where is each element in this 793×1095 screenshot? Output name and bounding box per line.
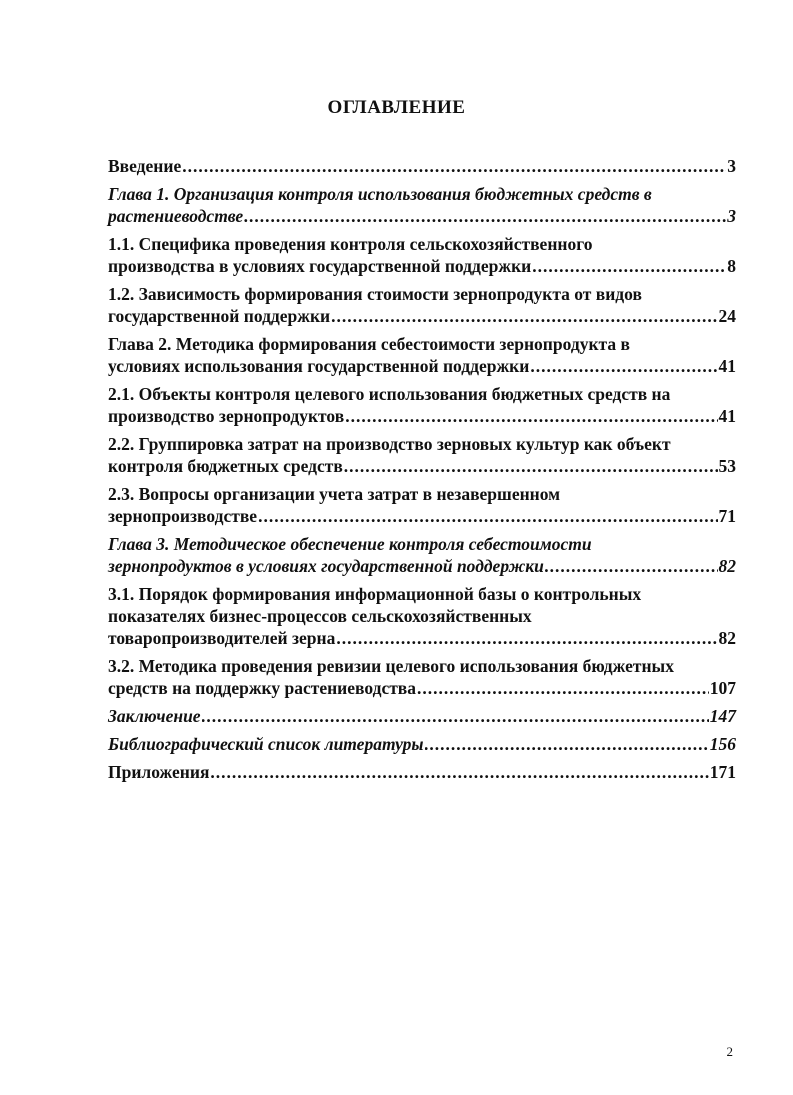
toc-entry-title-line: Глава 3. Методическое обеспечение контроля себестоимости xyxy=(108,534,592,554)
toc-entry-last-line xyxy=(108,155,736,177)
page-number: 2 xyxy=(726,1044,733,1059)
toc-entry-title-line: 3.1. Порядок формирования информационной базы о контрольных xyxy=(108,584,642,604)
toc-entry-page-number: 82 xyxy=(718,556,736,576)
toc-entry[interactable] xyxy=(108,705,736,727)
toc-entry-page-number: 156 xyxy=(709,734,736,754)
toc-entry-last-line xyxy=(108,627,736,649)
toc-entry-title-line: Введение xyxy=(108,156,182,176)
toc-entry-title-line: Библиографический список литературы xyxy=(108,734,424,754)
toc-entry-last-line xyxy=(108,555,736,577)
dot-leader xyxy=(425,733,709,755)
toc-entry[interactable] xyxy=(108,483,736,527)
toc-entry[interactable] xyxy=(108,733,736,755)
toc-entry-title-line: Приложения xyxy=(108,762,210,782)
dot-leader xyxy=(345,405,717,427)
dot-leader xyxy=(545,555,718,577)
toc-entry-last-line xyxy=(108,405,736,427)
toc-entry-page-number: 147 xyxy=(709,706,736,726)
toc-entry[interactable] xyxy=(108,433,736,477)
toc-entry-title-line: товаропроизводителей зерна xyxy=(108,628,336,648)
toc-entry-last-line xyxy=(108,455,736,477)
dot-leader xyxy=(532,255,726,277)
toc-entry-page-number: 107 xyxy=(709,678,736,698)
toc-entry[interactable] xyxy=(108,761,736,783)
toc-entry-page-number: 3 xyxy=(727,156,736,176)
toc-entry-page-number: 41 xyxy=(718,356,736,376)
toc-entry-title-line: 1.2. Зависимость формирования стоимости зернопродукта от видов xyxy=(108,284,642,304)
dot-leader xyxy=(210,761,708,783)
toc-entry-last-line xyxy=(108,761,736,783)
toc-entry-title-line: Глава 1. Организация контроля использования бюджетных средств в xyxy=(108,184,652,204)
toc-entry-title-line: средств на поддержку растениеводства xyxy=(108,678,417,698)
toc-entry-title-line: условиях использования государственной поддержки xyxy=(108,356,530,376)
toc-entry-page-number: 82 xyxy=(718,628,736,648)
toc-entry-title-line: растениеводстве xyxy=(108,206,244,226)
toc-entry[interactable] xyxy=(108,533,736,577)
toc-entry[interactable] xyxy=(108,333,736,377)
toc-entry[interactable] xyxy=(108,583,736,649)
toc-entry-last-line xyxy=(108,305,736,327)
toc-entry[interactable] xyxy=(108,383,736,427)
dot-leader xyxy=(417,677,709,699)
dot-leader xyxy=(331,305,717,327)
dot-leader xyxy=(182,155,726,177)
dot-leader xyxy=(202,705,709,727)
toc-entry-title-line: Глава 2. Методика формирования себестоимости зернопродукта в xyxy=(108,334,630,354)
toc-entry-last-line xyxy=(108,355,736,377)
toc-entry-last-line xyxy=(108,505,736,527)
toc-entry-page-number: 24 xyxy=(718,306,736,326)
toc-entry-page-number: 53 xyxy=(718,456,736,476)
toc-entry-title-line: показателях бизнес-процессов сельскохозяйственных xyxy=(108,606,532,626)
toc-entry-page-number: 41 xyxy=(718,406,736,426)
dot-leader xyxy=(336,627,717,649)
toc-entry-title-line: Заключение xyxy=(108,706,201,726)
toc-entry-title-line: контроля бюджетных средств xyxy=(108,456,343,476)
toc-entry[interactable] xyxy=(108,155,736,177)
dot-leader xyxy=(530,355,717,377)
toc-entry-title-line: производства в условиях государственной поддержки xyxy=(108,256,532,276)
toc-entry-last-line xyxy=(108,677,736,699)
toc-entry-title-line: государственной поддержки xyxy=(108,306,331,326)
toc-entry[interactable] xyxy=(108,233,736,277)
toc-entry[interactable] xyxy=(108,183,736,227)
toc-entry[interactable] xyxy=(108,283,736,327)
toc-entry-title-line: 1.1. Специфика проведения контроля сельскохозяйственного xyxy=(108,234,593,254)
dot-leader xyxy=(244,205,726,227)
toc-entry-title-line: 2.2. Группировка затрат на производство зерновых культур как объект xyxy=(108,434,671,454)
toc-entry-title-line: зернопродуктов в условиях государственной поддержки xyxy=(108,556,544,576)
toc-entry-title-line: 2.3. Вопросы организации учета затрат в незавершенном xyxy=(108,484,561,504)
toc-entry-page-number: 171 xyxy=(709,762,736,782)
toc-entry-page-number: 8 xyxy=(727,256,736,276)
toc-entry-title-line: зернопроизводстве xyxy=(108,506,258,526)
toc-entry-title-line: 3.2. Методика проведения ревизии целевого использования бюджетных xyxy=(108,656,674,676)
toc-entry-title-line: 2.1. Объекты контроля целевого использования бюджетных средств на xyxy=(108,384,671,404)
dot-leader xyxy=(258,505,717,527)
toc-entry[interactable] xyxy=(108,655,736,699)
toc-entry-last-line xyxy=(108,205,736,227)
toc-entry-title-line: производство зернопродуктов xyxy=(108,406,345,426)
toc-entry-page-number: 3 xyxy=(727,206,736,226)
toc-title: ОГЛАВЛЕНИЕ xyxy=(327,97,466,118)
toc-entry-page-number: 71 xyxy=(718,506,736,526)
toc-entry-last-line xyxy=(108,705,736,727)
table-of-contents xyxy=(108,155,736,789)
dot-leader xyxy=(344,455,718,477)
toc-entry-last-line xyxy=(108,733,736,755)
toc-entry-last-line xyxy=(108,255,736,277)
